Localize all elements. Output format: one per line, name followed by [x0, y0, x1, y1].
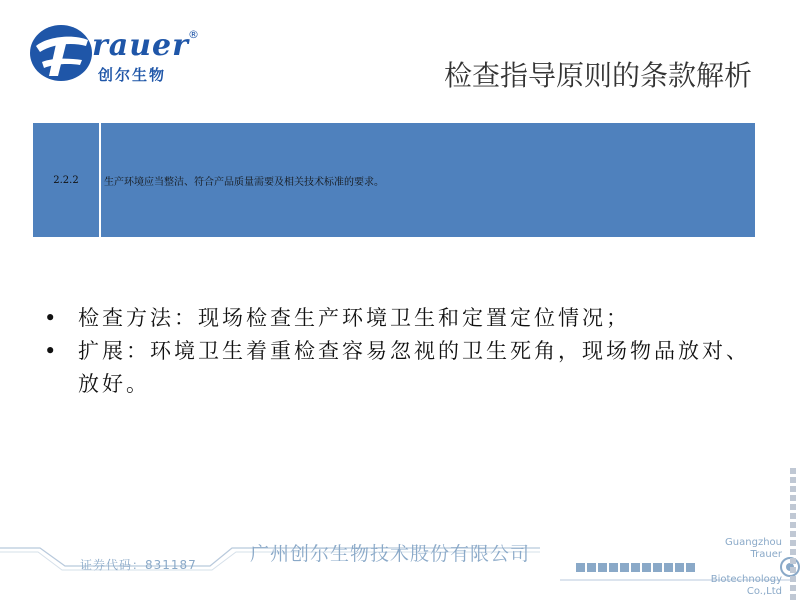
footer-text-biotechnology: Biotechnology [710, 574, 782, 585]
clause-id: 2.2.2 [33, 123, 101, 237]
logo-chinese-name: 创尔生物 [98, 66, 167, 84]
clause-text: 生产环境应当整洁、符合产品质量需要及相关技术标准的要求。 [104, 176, 384, 188]
bullet-text: 检查方法：现场检查生产环境卫生和定置定位情况； [78, 306, 630, 330]
logo-wordmark: rauer [92, 28, 189, 63]
footer-company-name: 广州创尔生物技术股份有限公司 [250, 543, 531, 565]
bullet-text: 扩展：环境卫生着重检查容易忽视的卫生死角，现场物品放对、放好。 [78, 339, 750, 396]
footer-text-guangzhou: Guangzhou [725, 537, 782, 548]
footer-english-bottom [711, 574, 782, 598]
bullet-dot-icon: • [44, 339, 60, 363]
page-title: 检查指导原则的条款解析 [443, 59, 752, 92]
footer-squares [576, 563, 695, 572]
footer-text-coltd: Co.,Ltd [746, 586, 782, 597]
bullet-dot-icon: • [44, 306, 60, 330]
footer-text-trauer: Trauer [750, 549, 782, 560]
footer-english-top [725, 537, 782, 561]
stock-code: 证券代码：831187 [80, 558, 197, 572]
side-square-strip [790, 468, 796, 600]
registered-mark: ® [188, 28, 199, 41]
